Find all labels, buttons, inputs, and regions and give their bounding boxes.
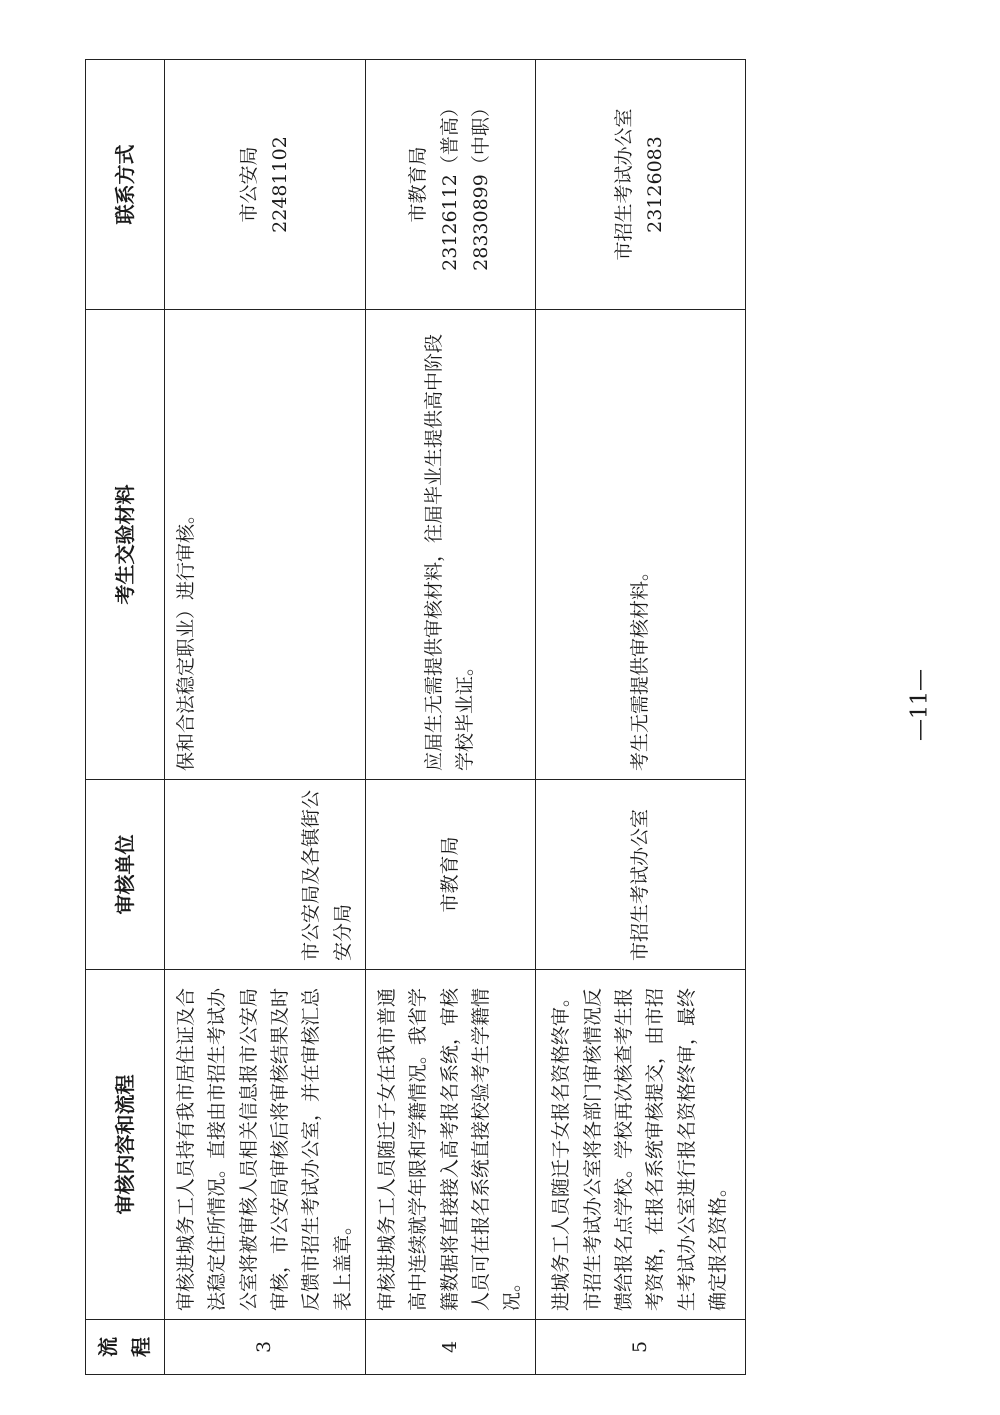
row-step: 4 <box>366 1320 536 1375</box>
row-unit: 市教育局 <box>366 780 536 970</box>
header-unit: 审核单位 <box>86 780 165 970</box>
row-step: 5 <box>535 1320 745 1375</box>
row-contact <box>535 60 745 310</box>
row-unit: 市招生考试办公室 <box>535 780 745 970</box>
row-materials: 考生无需提供审核材料。 <box>535 310 745 780</box>
row-contact <box>165 60 366 310</box>
row-unit: 市公安局及各镇街公安分局 <box>165 780 366 970</box>
table-header-row <box>86 60 165 1375</box>
header-step: 流程 <box>86 1320 165 1375</box>
contact-name: 市招生考试办公室 <box>612 108 635 261</box>
contact-phone: 23126083 <box>644 136 667 233</box>
header-contact: 联系方式 <box>86 60 165 310</box>
contact-name: 市教育局 <box>407 146 430 223</box>
table-row <box>366 60 536 1375</box>
header-materials: 考生交验材料 <box>86 310 165 780</box>
row-content: 进城务工人员随迁子女报名资格终审。市招生考试办公室将各部门审核情况反馈给报名点学校。学校再次核查考生报考资格，在报名系统审核提交，由市招生考试办公室进行报名资格终审，最终确定报名资格。 <box>535 970 745 1320</box>
row-content: 审核进城务工人员随迁子女在我市普通高中连续就学年限和学籍情况。我省学籍数据将直接接入高考报名系统，审核人员可在报名系统直接校验考生学籍情况。 <box>366 970 536 1320</box>
rotated-table-sheet <box>85 60 729 1375</box>
header-content: 审核内容和流程 <box>86 970 165 1320</box>
contact-phone: 28330899（中职） <box>470 98 493 271</box>
row-step: 3 <box>165 1320 366 1375</box>
review-process-table <box>85 59 746 1375</box>
row-contact <box>366 60 536 310</box>
contact-name: 市公安局 <box>237 146 260 223</box>
contact-phone: 22481102 <box>269 136 292 233</box>
row-content: 审核进城务工人员持有我市居住证及合法稳定住所情况。直接由市招生考试办公室将被审核人员相关信息报市公安局审核，市公安局审核后将审核结果及时反馈市招生考试办公室，并在审核汇总表上盖章。 <box>165 970 366 1320</box>
table-row <box>535 60 745 1375</box>
page-number <box>905 650 935 760</box>
page-number-text: —11— <box>907 669 933 741</box>
rotated-table-frame <box>85 60 729 1375</box>
table-row <box>165 60 366 1375</box>
row-materials: 应届生无需提供审核材料，往届毕业生提供高中阶段学校毕业证。 <box>366 310 536 780</box>
contact-phone: 23126112（普高） <box>438 98 461 271</box>
row-materials: 保和合法稳定职业）进行审核。 <box>165 310 366 780</box>
